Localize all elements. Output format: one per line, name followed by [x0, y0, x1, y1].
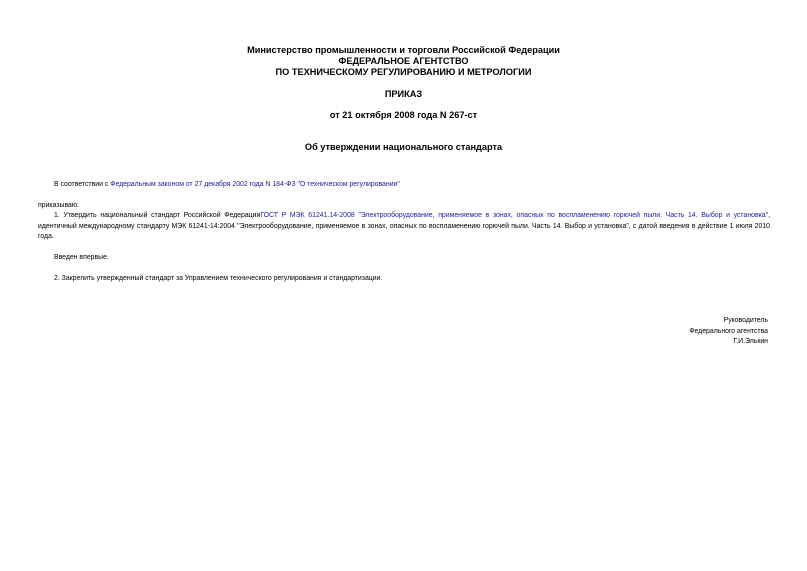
preamble-prefix: В соответствии с	[54, 181, 111, 188]
item-2-paragraph: 2. Закрепить утвержденный стандарт за Управлением технического регулирования и стандартизации.	[54, 275, 383, 282]
item-1-prefix: 1. Утвердить национальный стандарт Российской Федерации	[54, 212, 261, 219]
gost-standard-link[interactable]: ГОСТ Р МЭК 61241.14-2008 "Электрооборудование, применяемое в зонах, опасных по воспламенению горючей пыли. Часть 14. Выбор и установка"	[260, 212, 769, 219]
item-1-suffix: , идентичный международному стандарту МЭК 61241-14:2004 "Электрооборудование, применяемое в зонах, опасных по воспламенению горючей пыли. Часть 14. Выбор и установка", с датой введения в действие 1 июля 2010 года.	[38, 212, 771, 241]
document-date-number: от 21 октября 2008 года N 267-ст	[329, 110, 478, 120]
agency-name-line2: ПО ТЕХНИЧЕСКОМУ РЕГУЛИРОВАНИЮ И МЕТРОЛОГИИ	[275, 67, 532, 77]
signatory-position-line2: Федерального агентства	[689, 327, 768, 335]
item-1-paragraph	[38, 211, 770, 243]
document-title: Об утверждении национального стандарта	[304, 142, 503, 152]
document-type: ПРИКАЗ	[384, 89, 423, 99]
federal-law-link[interactable]: Федеральным законом от 27 декабря 2002 года N 184-ФЗ "О техническом регулировании"	[110, 181, 400, 188]
agency-name-line1: ФЕДЕРАЛЬНОЕ АГЕНТСТВО	[338, 56, 469, 66]
preamble-paragraph	[38, 180, 770, 191]
order-word: приказываю:	[38, 202, 79, 209]
introduced-first-note: Введен впервые.	[54, 254, 109, 261]
signatory-name: Г.И.Элькин	[733, 338, 768, 346]
ministry-name: Министерство промышленности и торговли Российской Федерации	[247, 45, 560, 55]
document-header	[0, 45, 807, 78]
signature-block	[689, 316, 768, 348]
signatory-position-line1: Руководитель	[723, 317, 768, 324]
